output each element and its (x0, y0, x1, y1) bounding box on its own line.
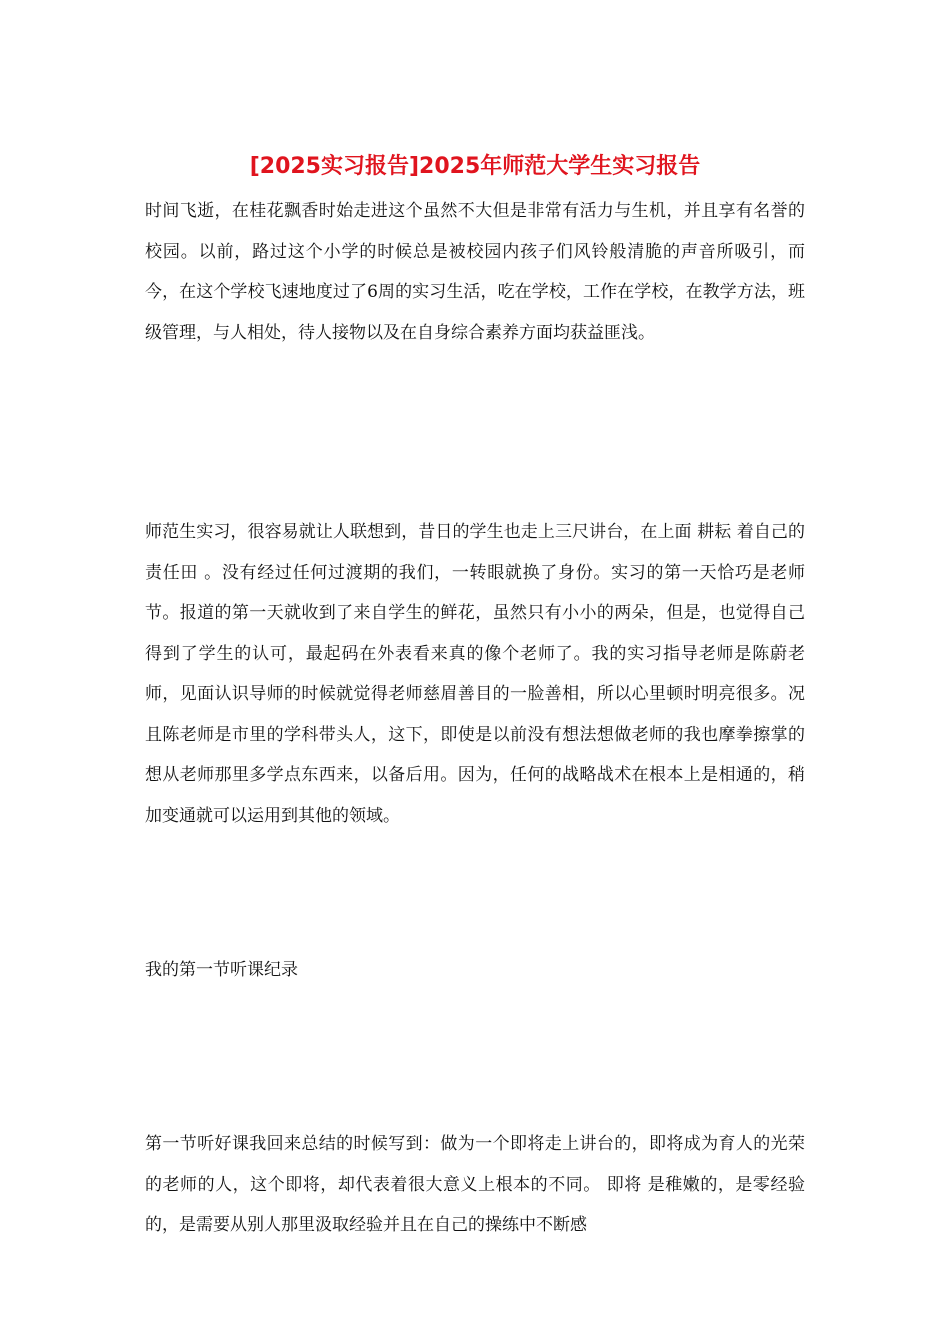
section-heading-first-lesson: 我的第一节听课纪录 (145, 960, 298, 980)
paragraph-intro: 时间飞逝，在桂花飘香时始走进这个虽然不大但是非常有活力与生机，并且享有名誉的校园。以前，路过这个小学的时候总是被校园内孩子们风铃般清脆的声音所吸引，而今，在这个学校飞速地度过了6周的实习生活，吃在学校，工作在学校，在教学方法，班级管理，与人相处，待人接物以及在自身综合素养方面均获益匪浅。 (145, 201, 805, 343)
document-title: [2025实习报告]2025年师范大学生实习报告 (249, 154, 701, 179)
paragraph-first-lesson: 第一节听好课我回来总结的时候写到：做为一个即将走上讲台的，即将成为育人的光荣的老师的人，这个即将，却代表着很大意义上根本的不同。 即将 是稚嫩的，是零经验的，是需要从别人那里汲取经验并且在自己的操练中不断感 (145, 1134, 805, 1235)
paragraph-internship: 师范生实习，很容易就让人联想到，昔日的学生也走上三尺讲台，在上面 耕耘 着自己的 责任田 。没有经过任何过渡期的我们，一转眼就换了身份。实习的第一天恰巧是老师节。报道的第一天就收到了来自学生的鲜花，虽然只有小小的两朵，但是，也觉得自己得到了学生的认可，最起码在外表看来真的像个老师了。我的实习指导老师是陈蔚老师，见面认识导师的时候就觉得老师慈眉善目的一脸善相，所以心里顿时明亮很多。况且陈老师是市里的学科带头人，这下，即使是以前没有想法想做老师的我也摩拳擦掌的想从老师那里多学点东西来，以备后用。因为，任何的战略战术在根本上是相通的，稍加变通就可以运用到其他的领域。 (145, 522, 805, 826)
